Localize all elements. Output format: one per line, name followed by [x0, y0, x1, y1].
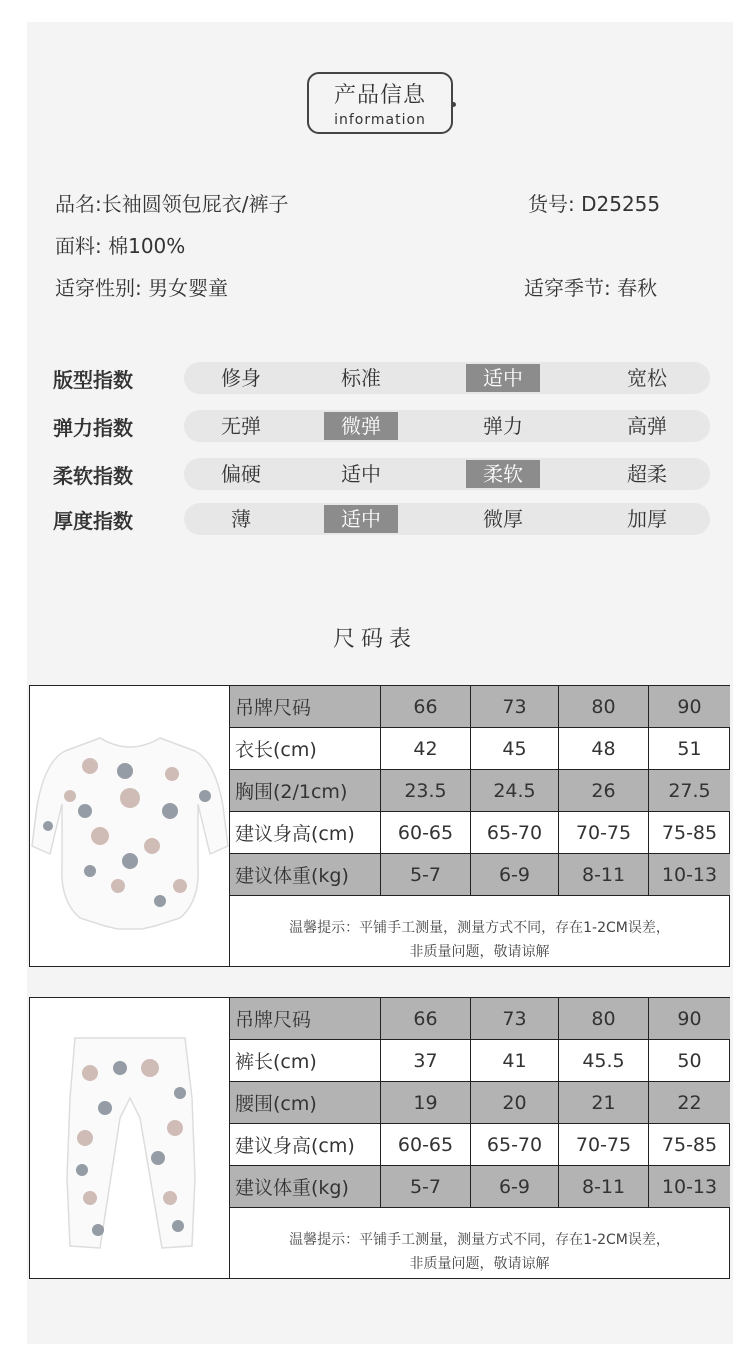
size-cell: 8-11	[559, 854, 649, 896]
measurement-note: 温馨提示：平铺手工测量，测量方式不同，存在1-2CM误差，	[289, 920, 670, 936]
product-season: 适穿季节: 春秋	[524, 276, 658, 300]
product-fabric: 面料: 棉100%	[55, 234, 186, 258]
size-row-label: 衣长(cm)	[230, 728, 381, 770]
index-option: 适中	[324, 505, 398, 533]
size-cell: 65-70	[471, 812, 559, 854]
info-badge	[307, 72, 453, 134]
size-cell: 5-7	[381, 854, 471, 896]
index-option: 偏硬	[221, 462, 261, 486]
size-cell: 66	[381, 686, 471, 728]
index-option: 高弹	[627, 414, 667, 438]
size-cell: 6-9	[471, 854, 559, 896]
size-cell: 75-85	[649, 812, 730, 854]
size-cell: 80	[559, 998, 649, 1040]
badge-subtitle: information	[334, 112, 426, 128]
measurement-note: 非质量问题，敬请谅解	[409, 944, 550, 960]
index-option: 柔软	[466, 460, 540, 488]
size-row-label: 建议身高(cm)	[230, 812, 381, 854]
index-option: 宽松	[627, 366, 667, 390]
measurement-note: 温馨提示：平铺手工测量，测量方式不同，存在1-2CM误差，	[289, 1232, 670, 1248]
index-option: 微厚	[483, 507, 523, 531]
measurement-note: 非质量问题，敬请谅解	[409, 1256, 550, 1272]
size-cell: 10-13	[649, 1166, 730, 1208]
index-option: 薄	[231, 507, 251, 531]
index-option: 无弹	[221, 414, 261, 438]
size-cell: 42	[381, 728, 471, 770]
size-cell: 24.5	[471, 770, 559, 812]
index-option: 适中	[341, 462, 381, 486]
size-row-label: 裤长(cm)	[230, 1040, 381, 1082]
size-cell: 27.5	[649, 770, 730, 812]
index-option: 标准	[341, 366, 381, 390]
size-row-label: 腰围(cm)	[230, 1082, 381, 1124]
size-cell: 73	[471, 998, 559, 1040]
product-gender: 适穿性别: 男女婴童	[55, 276, 229, 300]
index-label: 弹力指数	[53, 416, 133, 440]
index-option: 适中	[466, 364, 540, 392]
size-cell: 70-75	[559, 812, 649, 854]
size-cell: 51	[649, 728, 730, 770]
size-cell: 75-85	[649, 1124, 730, 1166]
size-cell: 80	[559, 686, 649, 728]
size-cell: 90	[649, 998, 730, 1040]
size-cell: 20	[471, 1082, 559, 1124]
size-cell: 60-65	[381, 812, 471, 854]
size-cell: 8-11	[559, 1166, 649, 1208]
size-cell: 10-13	[649, 854, 730, 896]
index-label: 柔软指数	[53, 464, 133, 488]
size-chart-title: 尺码表	[332, 627, 417, 652]
bodysuit-image	[30, 686, 230, 966]
size-cell: 50	[649, 1040, 730, 1082]
index-option: 超柔	[627, 462, 667, 486]
size-cell: 60-65	[381, 1124, 471, 1166]
product-sku: 货号: D25255	[528, 192, 661, 216]
size-cell: 48	[559, 728, 649, 770]
size-row-label: 建议身高(cm)	[230, 1124, 381, 1166]
size-row-label: 吊牌尺码	[230, 998, 381, 1040]
size-cell: 37	[381, 1040, 471, 1082]
index-option: 修身	[221, 366, 261, 390]
size-cell: 73	[471, 686, 559, 728]
size-cell: 65-70	[471, 1124, 559, 1166]
size-cell: 45	[471, 728, 559, 770]
pants-size-table	[29, 997, 730, 1279]
size-cell: 66	[381, 998, 471, 1040]
size-row-label: 建议体重(kg)	[230, 1166, 381, 1208]
size-cell: 26	[559, 770, 649, 812]
index-label: 版型指数	[53, 368, 133, 392]
pants-image	[30, 998, 230, 1278]
index-label: 厚度指数	[53, 509, 133, 533]
size-row-label: 建议体重(kg)	[230, 854, 381, 896]
size-cell: 70-75	[559, 1124, 649, 1166]
index-option: 弹力	[483, 414, 523, 438]
size-cell: 19	[381, 1082, 471, 1124]
size-cell: 41	[471, 1040, 559, 1082]
size-cell: 21	[559, 1082, 649, 1124]
size-cell: 22	[649, 1082, 730, 1124]
size-row-label: 吊牌尺码	[230, 686, 381, 728]
size-cell: 5-7	[381, 1166, 471, 1208]
product-name: 品名:长袖圆领包屁衣/裤子	[55, 192, 289, 216]
badge-dot	[451, 102, 456, 107]
size-cell: 45.5	[559, 1040, 649, 1082]
size-row-label: 胸围(2/1cm)	[230, 770, 381, 812]
badge-title: 产品信息	[333, 83, 426, 108]
size-cell: 6-9	[471, 1166, 559, 1208]
index-option: 加厚	[627, 507, 667, 531]
index-option: 微弹	[324, 412, 398, 440]
bodysuit-size-table	[29, 685, 730, 967]
size-cell: 90	[649, 686, 730, 728]
size-cell: 23.5	[381, 770, 471, 812]
